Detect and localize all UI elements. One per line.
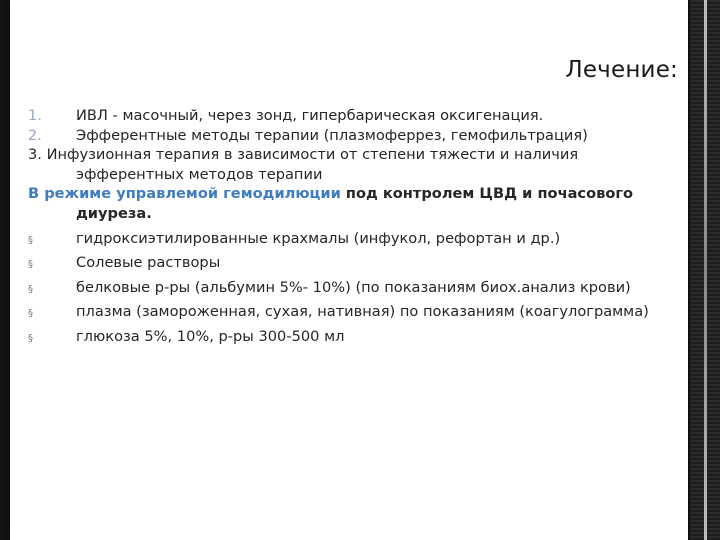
bullet-icon: § bbox=[28, 283, 33, 295]
bullet-icon: § bbox=[28, 234, 33, 246]
bullet-item bbox=[28, 229, 668, 249]
bullet-text: гидроксиэтилированные крахмалы (инфукол, рефортан и др.) bbox=[76, 229, 561, 247]
bullet-text: белковые р-ры (альбумин 5%- 10%) (по показаниям биох.анализ крови) bbox=[76, 278, 631, 296]
bullet-item bbox=[28, 253, 668, 273]
bullet-text: плазма (замороженная, сухая, нативная) по показаниям (коагулограмма) bbox=[76, 303, 649, 321]
bullet-item bbox=[28, 327, 668, 347]
bullet-item bbox=[28, 302, 668, 322]
list-item bbox=[28, 145, 668, 184]
bullet-icon: § bbox=[28, 332, 33, 344]
mode-rest: под контролем ЦВД и почасового диуреза. bbox=[76, 185, 634, 222]
mode-highlight: В режиме управлемой гемодилюции bbox=[28, 185, 341, 203]
bullet-text: глюкоза 5%, 10%, р-ры 300-500 мл bbox=[76, 327, 345, 345]
bullet-icon: § bbox=[28, 308, 33, 320]
bullet-text: Солевые растворы bbox=[76, 254, 221, 272]
bullet-item bbox=[28, 278, 668, 298]
list-item bbox=[28, 126, 668, 146]
list-text: 3. Инфузионная терапия в зависимости от степени тяжести и наличия эфферентных методов терапии bbox=[28, 146, 579, 183]
mode-paragraph bbox=[28, 184, 668, 223]
slide-title: Лечение: bbox=[565, 57, 678, 83]
list-number: 1. bbox=[28, 107, 42, 124]
list-text: ИВЛ - масочный, через зонд, гипербарическая оксигенация. bbox=[76, 107, 544, 124]
list-item bbox=[28, 106, 668, 126]
slide-content bbox=[28, 106, 668, 347]
slide bbox=[10, 0, 688, 540]
list-number: 2. bbox=[28, 126, 42, 144]
bullet-icon: § bbox=[28, 259, 33, 271]
list-text: Эфферентные методы терапии (плазмоферрез, гемофильтрация) bbox=[76, 126, 588, 144]
decorative-side-line bbox=[704, 0, 707, 540]
